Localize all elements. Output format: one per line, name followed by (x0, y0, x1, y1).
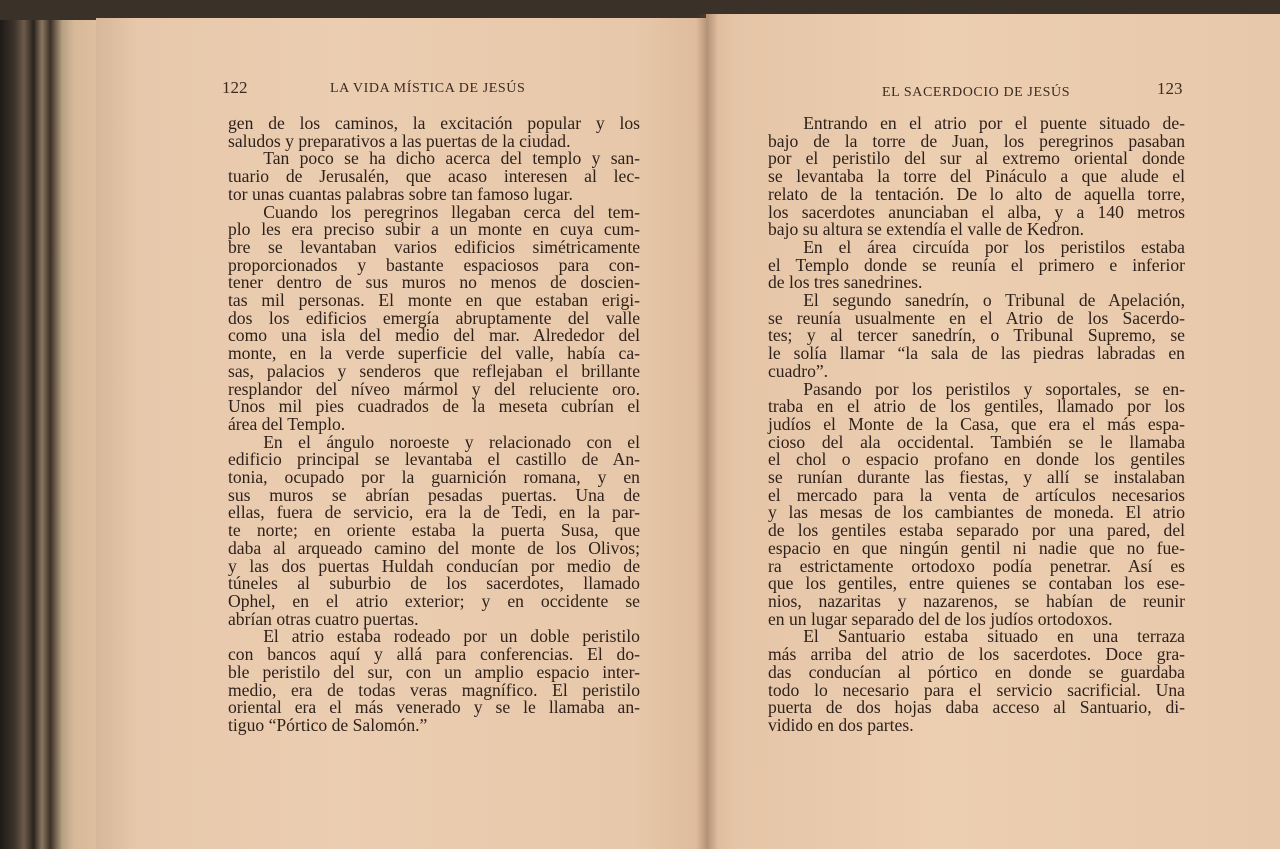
text-line: Cuando los peregrinos llegaban cerca del tem- (263, 201, 640, 222)
right-body-text (768, 115, 1185, 735)
text-line: bajo su altura se extendía el valle de Kedron. (768, 219, 1085, 240)
left-paragraph-1 (228, 115, 640, 150)
text-line: bre se levantaban varios edificios simétricamente (228, 236, 641, 257)
text-line: tes; y al tercer sanedrín, o Tribunal Supremo, se (768, 325, 1185, 346)
text-line: Tan poco se ha dicho acerca del templo y san- (263, 148, 641, 169)
right-running-head: EL SACERDOCIO DE JESÚS (882, 85, 1071, 100)
text-line: plo les era preciso subir a un monte en cuya cum- (228, 219, 641, 240)
right-paragraph-2 (768, 236, 1185, 293)
text-line: sus muros se abrían pesadas puertas. Una de (228, 484, 641, 505)
text-line: el mercado para la venta de artículos necesarios (768, 484, 1185, 505)
text-line: y las dos puertas Huldah conducían por medio de (228, 555, 641, 576)
left-paragraph-2 (228, 150, 640, 203)
text-line: ellas, fuera de servicio, era la de Tedi, en la par- (228, 502, 640, 523)
text-line: judíos el Monte de la Casa, que era el más espa- (768, 413, 1185, 434)
book-gutter (696, 14, 718, 849)
text-line: edificio principal se levantaba el castillo de An- (228, 449, 640, 470)
text-line: túneles al suburbio de los sacerdotes, llamado (228, 573, 640, 594)
text-line: se levantaba la torre del Pináculo a que alude el (768, 166, 1185, 187)
left-paragraph-5 (228, 628, 640, 734)
text-line: relato de la tentación. De lo alto de aquella torre, (768, 183, 1186, 204)
text-line: el chol o espacio profano en donde los gentiles (768, 449, 1185, 470)
text-line: y las mesas de los cambiantes de moneda. El atrio (768, 502, 1186, 523)
text-line: oriental era el más venerado y se le llamaba an- (228, 697, 641, 718)
text-line: cuadro”. (768, 360, 829, 381)
text-line: bajo de la torre de Juan, los peregrinos pasaban (768, 130, 1186, 151)
text-line: cioso del ala occidental. También se le llamaba (768, 431, 1186, 452)
text-line: tonia, ocupado por la guarnición romana, y en (228, 467, 640, 488)
text-line: tas mil personas. El monte en que estaban erigi- (228, 290, 640, 311)
text-line: En el área circuída por los peristilos estaba (803, 236, 1185, 257)
text-line: gen de los caminos, la excitación popular y los (228, 113, 641, 133)
text-line: espacio en que ningún gentil ni nadie que no fue- (768, 537, 1185, 558)
text-line: área del Templo. (228, 413, 346, 434)
text-line: de los gentiles estaba separado por una pared, del (768, 520, 1186, 541)
right-paragraph-4 (768, 378, 1186, 629)
text-line: das conducían al pórtico en donde se guardaba (768, 661, 1185, 682)
text-line: En el ángulo noroeste y relacionado con el (263, 431, 641, 452)
right-paragraph-1 (768, 115, 1185, 239)
right-page-number: 123 (1157, 79, 1183, 98)
text-line: se reunía usualmente en el Atrio de los Sacerdo- (768, 307, 1185, 328)
text-line: sas, palacios y senderos que reflejaban el brillante (228, 360, 641, 381)
text-line: Pasando por los peristilos y soportales, se en- (803, 378, 1185, 399)
text-line: Unos mil pies cuadrados de la meseta cubrían el (228, 396, 641, 417)
text-line: en un lugar separado del de los judíos ortodoxos. (768, 608, 1113, 629)
left-paragraph-4 (228, 431, 641, 629)
text-line: le solía llamar “la sala de las piedras labradas en (768, 343, 1185, 364)
right-paragraph-3 (768, 292, 1185, 381)
text-line: abrían otras cuatro puertas. (228, 608, 419, 629)
text-line: traba en el atrio de los gentiles, llamado por los (768, 396, 1185, 417)
text-line: tuario de Jerusalén, que acaso interesen al lec- (228, 166, 640, 187)
text-line: Entrando en el atrio por el puente situado de- (803, 113, 1185, 133)
text-line: todo lo necesario para el servicio sacrificial. Una (768, 679, 1185, 700)
text-line: Ophel, en el atrio exterior; y en occidente se (228, 590, 640, 611)
text-line: tor unas cuantas palabras sobre tan famoso lugar. (228, 183, 573, 204)
right-paragraph-5 (768, 628, 1185, 734)
text-line: tener dentro de sus muros no menos de doscien- (228, 272, 640, 293)
text-line: El segundo sanedrín, o Tribunal de Apelación, (803, 290, 1185, 311)
left-running-head: LA VIDA MÍSTICA DE JESÚS (330, 81, 526, 96)
text-line: como una isla del medio del mar. Alrededor del (228, 325, 641, 346)
text-line: medio, era de todas veras magnífico. El peristilo (228, 679, 640, 700)
left-page-number: 122 (222, 78, 248, 97)
text-line: ra estrictamente ortodoxo podía penetrar. Así es (768, 555, 1185, 576)
text-line: monte, en la verde superficie del valle, había ca- (228, 343, 640, 364)
text-line: te norte; en oriente estaba la puerta Susa, que (228, 520, 641, 541)
text-line: ble peristilo del sur, con un amplio espacio inter- (228, 661, 640, 682)
text-line: El Santuario estaba situado en una terraza (803, 626, 1185, 647)
text-line: saludos y preparativos a las puertas de la ciudad. (228, 130, 571, 151)
text-line: los sacerdotes anunciaban el alba, y a 140 metros (768, 201, 1186, 222)
text-line: se runían durante las fiestas, y allí se instalaban (768, 467, 1185, 488)
text-line: dos los edificios emergía abruptamente del valle (228, 307, 641, 328)
left-body-text (228, 115, 640, 735)
text-line: resplandor del níveo mármol y del reluciente oro. (228, 378, 640, 399)
text-line: nios, nazaritas y nazarenos, se habían de reunir (768, 590, 1185, 611)
left-paragraph-3 (228, 201, 641, 434)
text-line: El atrio estaba rodeado por un doble peristilo (263, 626, 640, 647)
text-line: tiguo “Pórtico de Salomón.” (228, 714, 428, 735)
text-line: puerta de dos hojas daba acceso al Santuario, di- (768, 697, 1186, 718)
text-line: daba al arqueado camino del monte de los Olivos; (228, 537, 641, 558)
text-line: vidido en dos partes. (768, 714, 914, 735)
text-line: con bancos aquí y allá para conferencias. El do- (228, 644, 641, 665)
text-line: proporcionados y bastante espaciosos para con- (228, 254, 641, 275)
text-line: el Templo donde se reunía el primero e inferior (768, 254, 1185, 275)
text-line: de los tres sanedrines. (768, 272, 923, 293)
text-line: más arriba del atrio de los sacerdotes. Doce gra- (768, 644, 1186, 665)
text-line: que los gentiles, entre quienes se contaban los ese- (768, 573, 1185, 594)
text-line: por el peristilo del sur al extremo oriental donde (768, 148, 1185, 169)
